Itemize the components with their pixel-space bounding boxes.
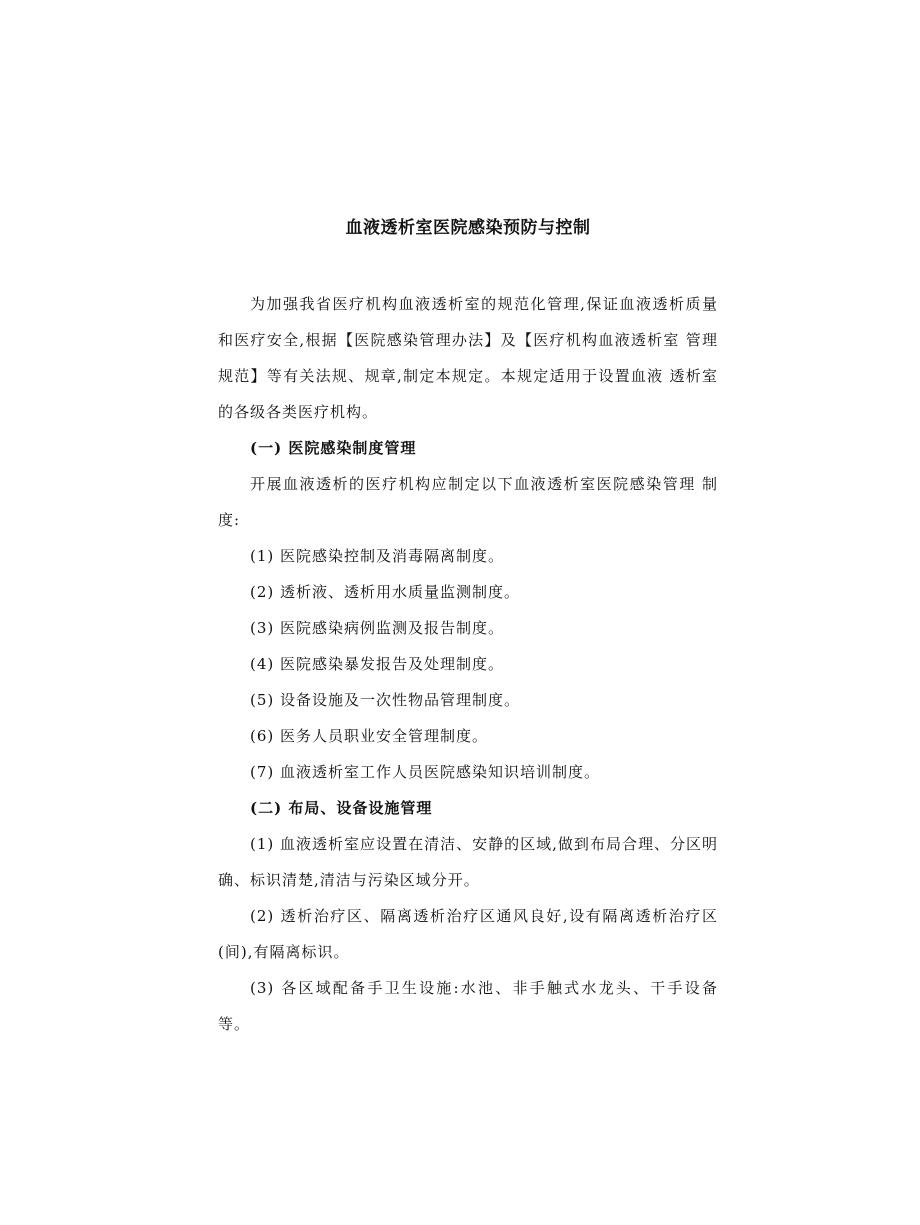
section1-item-3: (3) 医院感染病例监测及报告制度。 (250, 619, 505, 637)
section2-item-3: (3) 各区域配备手卫生设施:水池、非手触式水龙头、干手设备等。 (218, 979, 718, 1033)
section1-item-7: (7) 血液透析室工作人员医院感染知识培训制度。 (250, 763, 601, 781)
intro-paragraph: 为加强我省医疗机构血液透析室的规范化管理,保证血液透析质量和医疗安全,根据【医院感染管理办法】及【医疗机构血液透析室 管理规范】等有关法规、规章,制定本规定。本规定适用于设置血液 透析室的各级各类医疗机构。 (218, 295, 718, 421)
section2-heading: (二) 布局、设备设施管理 (250, 799, 433, 817)
section1-item-1: (1) 医院感染控制及消毒隔离制度。 (250, 547, 505, 565)
document-title: 血液透析室医院感染预防与控制 (345, 218, 591, 238)
section1-heading: (一) 医院感染制度管理 (250, 439, 417, 457)
section1-item-5: (5) 设备设施及一次性物品管理制度。 (250, 691, 521, 709)
document-body (218, 210, 718, 1042)
section2-item-1: (1) 血液透析室应设置在清洁、安静的区域,做到布局合理、分区明确、标识清楚,清洁与污染区域分开。 (218, 835, 718, 889)
section2-item-2: (2) 透析治疗区、隔离透析治疗区通风良好,设有隔离透析治疗区 (间),有隔离标识。 (218, 907, 718, 961)
section1-lead-paragraph: 开展血液透析的医疗机构应制定以下血液透析室医院感染管理 制度: (218, 475, 718, 529)
section1-item-6: (6) 医务人员职业安全管理制度。 (250, 727, 489, 745)
section1-item-2: (2) 透析液、透析用水质量监测制度。 (250, 583, 521, 601)
section1-item-4: (4) 医院感染暴发报告及处理制度。 (250, 655, 505, 673)
